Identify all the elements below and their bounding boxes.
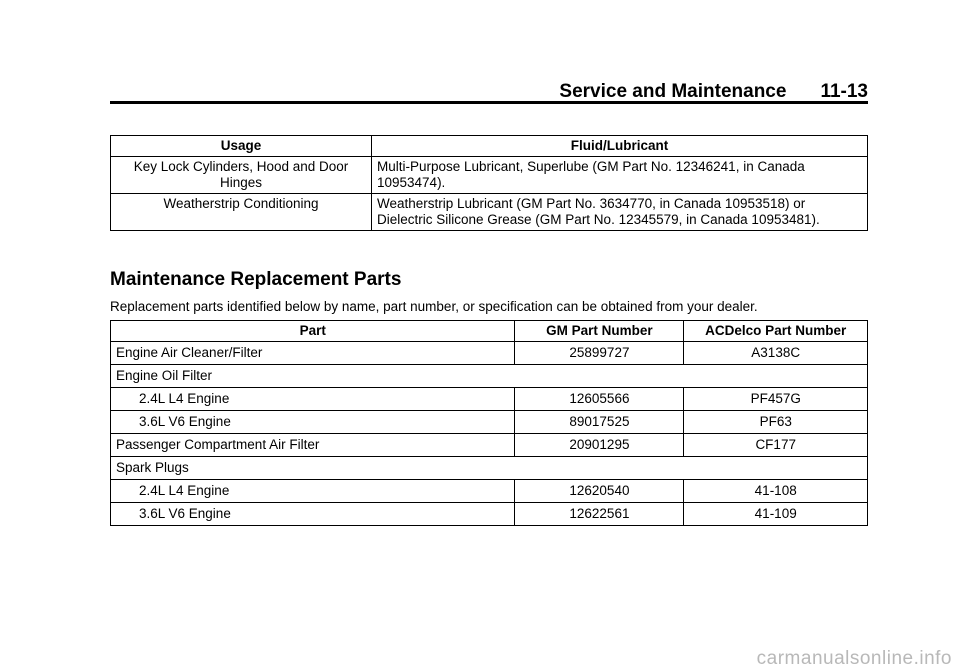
part-cell: 2.4L L4 Engine	[111, 480, 515, 503]
gm-part-number-cell: 12620540	[515, 480, 684, 503]
table-header-row	[111, 321, 868, 342]
table-row	[111, 194, 868, 231]
gm-part-number-cell: 25899727	[515, 342, 684, 365]
table-row	[111, 434, 868, 457]
acdelco-part-number-cell: PF63	[684, 411, 868, 434]
page-header	[110, 80, 868, 104]
gm-part-number-cell: 89017525	[515, 411, 684, 434]
fluid-cell: Weatherstrip Lubricant (GM Part No. 3634770, in Canada 10953518) or Dielectric Silicone Grease (GM Part No. 12345579, in Canada 10953481).	[372, 194, 868, 231]
part-cell: 3.6L V6 Engine	[111, 503, 515, 526]
acdelco-part-number-cell: A3138C	[684, 342, 868, 365]
table-row	[111, 411, 868, 434]
part-cell: Engine Air Cleaner/Filter	[111, 342, 515, 365]
column-header-acdelco-part-number: ACDelco Part Number	[684, 321, 868, 342]
column-header-gm-part-number: GM Part Number	[515, 321, 684, 342]
acdelco-part-number-cell: 41-108	[684, 480, 868, 503]
column-header-usage: Usage	[111, 136, 372, 157]
section-heading: Maintenance Replacement Parts	[110, 269, 402, 290]
column-header-fluid: Fluid/Lubricant	[372, 136, 868, 157]
column-header-part: Part	[111, 321, 515, 342]
usage-cell: Weatherstrip Conditioning	[111, 194, 372, 231]
usage-cell: Key Lock Cylinders, Hood and Door Hinges	[111, 157, 372, 194]
table-row	[111, 157, 868, 194]
fluid-cell: Multi-Purpose Lubricant, Superlube (GM Part No. 12346241, in Canada 10953474).	[372, 157, 868, 194]
table-row	[111, 503, 868, 526]
acdelco-part-number-cell: 41-109	[684, 503, 868, 526]
acdelco-part-number-cell: CF177	[684, 434, 868, 457]
section-title: Service and Maintenance	[559, 81, 787, 102]
replacement-parts-table	[110, 320, 868, 526]
table-row	[111, 342, 868, 365]
fluid-lubricant-table	[110, 135, 868, 231]
table-group-row	[111, 457, 868, 480]
page-number: 11-13	[820, 81, 868, 102]
part-cell: Passenger Compartment Air Filter	[111, 434, 515, 457]
part-cell: 2.4L L4 Engine	[111, 388, 515, 411]
table-row	[111, 388, 868, 411]
watermark: carmanualsonline.info	[756, 648, 952, 669]
part-cell: 3.6L V6 Engine	[111, 411, 515, 434]
table-group-row	[111, 365, 868, 388]
intro-paragraph: Replacement parts identified below by name, part number, or specification can be obtained from your dealer.	[110, 299, 758, 314]
gm-part-number-cell: 12605566	[515, 388, 684, 411]
table-header-row	[111, 136, 868, 157]
gm-part-number-cell: 12622561	[515, 503, 684, 526]
gm-part-number-cell: 20901295	[515, 434, 684, 457]
part-group-cell: Spark Plugs	[111, 457, 868, 480]
part-group-cell: Engine Oil Filter	[111, 365, 868, 388]
table-row	[111, 480, 868, 503]
acdelco-part-number-cell: PF457G	[684, 388, 868, 411]
